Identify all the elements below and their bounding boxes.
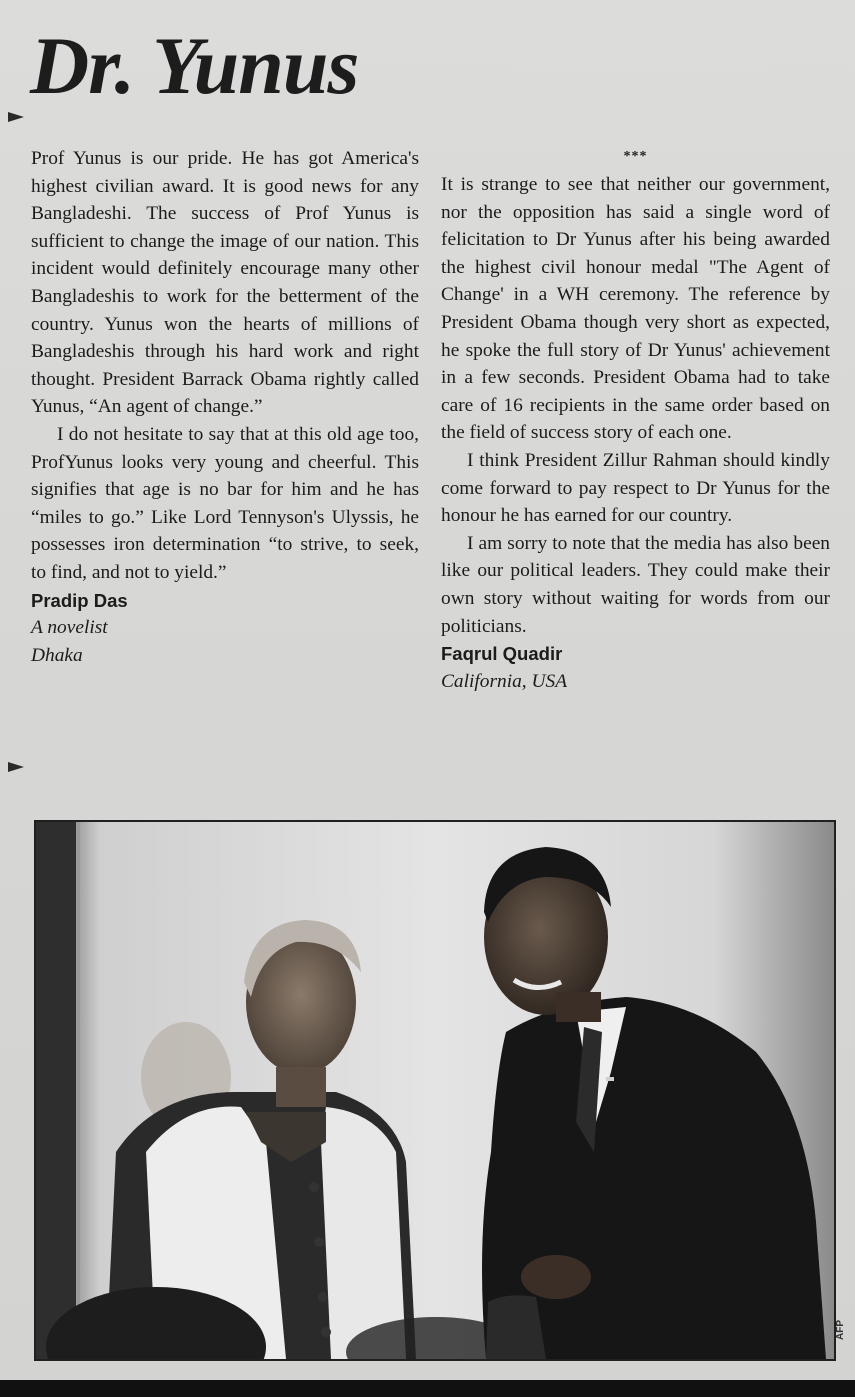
photo-credit: AFP — [835, 1320, 846, 1340]
letter-paragraph: Prof Yunus is our pride. He has got America's highest civilian award. It is good news for any Bangladeshi. The success of Prof Yunus is sufficient to change the image of our nation. This incident would definitely encourage many other Bangladeshis to work for the betterment of the country. Yunus won the hearts of millions of Bangladeshis through his hard work and right thought. President Barrack Obama rightly called Yunus, “An agent of change.” — [31, 148, 419, 418]
page-title: Dr. Yunus — [30, 20, 359, 111]
author-name: Faqrul Quadir — [441, 643, 563, 665]
bullet-marker-icon — [8, 762, 24, 772]
photo-illustration — [36, 822, 834, 1359]
bullet-marker-icon — [8, 112, 24, 122]
letter-paragraph: I think President Zillur Rahman should kindly come forward to pay respect to Dr Yunus for the honour he has earned for our country. — [441, 449, 830, 527]
author-name: Pradip Das — [31, 589, 128, 611]
page-edge — [0, 1380, 855, 1397]
news-photo — [34, 820, 836, 1361]
author-location: Dhaka — [31, 644, 83, 666]
section-separator: *** — [623, 149, 648, 164]
letter-right-column — [441, 143, 830, 695]
author-location: California, USA — [441, 670, 568, 692]
letter-paragraph: I am sorry to note that the media has also been like our political leaders. They could make their own story without waiting for words from our politicians. — [441, 532, 830, 637]
author-title: A novelist — [31, 617, 108, 639]
letter-paragraph: I do not hesitate to say that at this old age too, ProfYunus looks very young and cheerful. This signifies that age is no bar for him and he has “miles to go.” Like Lord Tennyson's Ulyssis, he possesses iron determination “to strive, to seek, to find, and not to yield.” — [31, 423, 419, 583]
letter-left-column — [31, 145, 419, 669]
letter-paragraph: It is strange to see that neither our government, nor the opposition has said a single word of felicitation to Dr Yunus after his being awarded the highest civil honour medal "The Agent of Change' in a WH ceremony. The reference by President Obama though very short as expected, he spoke the full story of Dr Yunus' achievement in a few seconds. President Obama had to take care of 16 recipients in the same order based on the field of success story of each one. — [441, 174, 830, 444]
